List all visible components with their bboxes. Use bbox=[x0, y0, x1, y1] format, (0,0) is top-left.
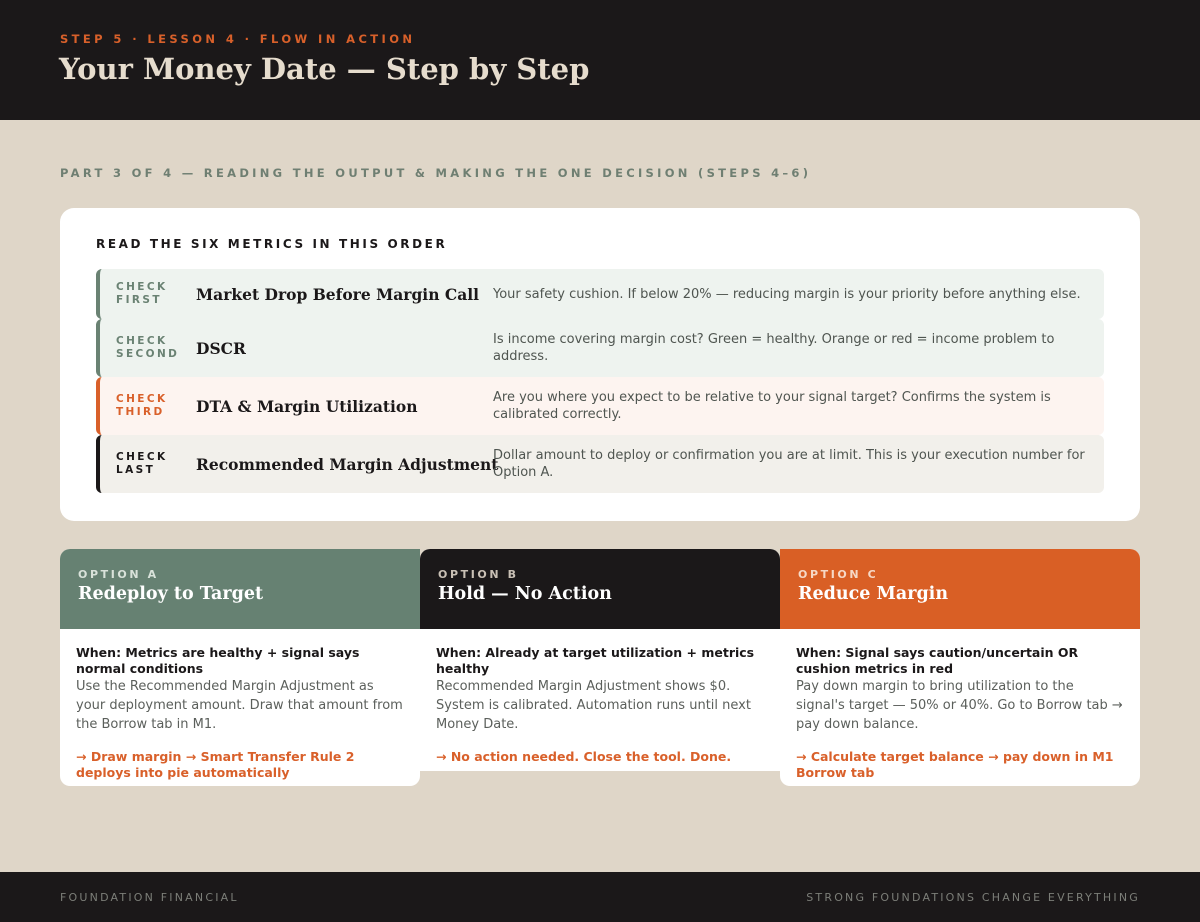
metrics-heading: READ THE SIX METRICS IN THIS ORDER bbox=[96, 237, 448, 251]
metric-order-line2: FIRST bbox=[116, 294, 162, 306]
page-header bbox=[0, 0, 1200, 120]
option-b-header bbox=[420, 549, 780, 629]
metric-row-market-drop bbox=[96, 269, 1104, 319]
metric-row-dta-utilization bbox=[96, 377, 1104, 435]
option-a-card bbox=[60, 549, 420, 786]
footer-tagline: STRONG FOUNDATIONS CHANGE EVERYTHING bbox=[806, 891, 1140, 904]
option-body bbox=[780, 629, 1140, 780]
metric-order-line2: LAST bbox=[116, 464, 156, 476]
metric-description: Your safety cushion. If below 20% — reducing margin is your priority before anything else. bbox=[493, 287, 1081, 302]
metric-order-line2: SECOND bbox=[116, 348, 180, 360]
metric-order-line2: THIRD bbox=[116, 406, 165, 418]
option-label: OPTION B bbox=[438, 568, 519, 581]
metric-order bbox=[116, 393, 168, 419]
option-when: When: Signal says caution/uncertain OR cushion metrics in red bbox=[796, 645, 1079, 676]
metric-order bbox=[116, 451, 168, 477]
footer-brand: FOUNDATION FINANCIAL bbox=[60, 891, 239, 904]
metric-description: Is income covering margin cost? Green = healthy. Orange or red = income problem to address. bbox=[493, 332, 1055, 364]
metric-order bbox=[116, 281, 168, 307]
option-body bbox=[420, 629, 780, 765]
option-body bbox=[60, 629, 420, 780]
metric-order-line1: CHECK bbox=[116, 281, 168, 293]
option-title: Redeploy to Target bbox=[78, 584, 264, 604]
option-label: OPTION C bbox=[798, 568, 879, 581]
option-label: OPTION A bbox=[78, 568, 159, 581]
option-action: → No action needed. Close the tool. Done. bbox=[436, 749, 732, 764]
option-when: When: Metrics are healthy + signal says normal conditions bbox=[76, 645, 360, 676]
metric-order-line1: CHECK bbox=[116, 393, 168, 405]
metric-name: DTA & Margin Utilization bbox=[196, 397, 418, 416]
metric-name: Recommended Margin Adjustment bbox=[196, 455, 499, 474]
metric-order bbox=[116, 335, 179, 361]
metric-row-margin-adjustment bbox=[96, 435, 1104, 493]
lesson-eyebrow: STEP 5 · LESSON 4 · FLOW IN ACTION bbox=[60, 32, 416, 46]
part-label: PART 3 OF 4 — READING THE OUTPUT & MAKING THE ONE DECISION (STEPS 4–6) bbox=[60, 166, 812, 180]
metric-order-line1: CHECK bbox=[116, 451, 168, 463]
option-action: → Calculate target balance → pay down in M1 Borrow tab bbox=[796, 749, 1114, 780]
option-c-card bbox=[780, 549, 1140, 786]
metric-order-line1: CHECK bbox=[116, 335, 168, 347]
page-footer bbox=[0, 872, 1200, 922]
option-title: Reduce Margin bbox=[798, 584, 949, 604]
metric-description: Are you where you expect to be relative to your signal target? Confirms the system is calibrated correctly. bbox=[493, 390, 1051, 422]
metric-name: Market Drop Before Margin Call bbox=[196, 285, 480, 304]
metric-description: Dollar amount to deploy or confirmation you are at limit. This is your execution number for Option A. bbox=[493, 448, 1085, 480]
metric-name: DSCR bbox=[196, 339, 246, 358]
option-action: → Draw margin → Smart Transfer Rule 2 deploys into pie automatically bbox=[76, 749, 355, 780]
option-a-header bbox=[60, 549, 420, 629]
option-detail: Use the Recommended Margin Adjustment as your deployment amount. Draw that amount from the Borrow tab in M1. bbox=[76, 679, 403, 732]
option-detail: Recommended Margin Adjustment shows $0. System is calibrated. Automation runs until next Money Date. bbox=[436, 679, 751, 732]
option-when: When: Already at target utilization + metrics healthy bbox=[436, 645, 755, 676]
metrics-card bbox=[60, 208, 1140, 521]
option-b-card bbox=[420, 549, 780, 771]
option-title: Hold — No Action bbox=[438, 584, 612, 604]
metric-row-dscr bbox=[96, 319, 1104, 377]
option-detail: Pay down margin to bring utilization to the signal's target — 50% or 40%. Go to Borrow tab → pay down balance. bbox=[796, 679, 1123, 732]
page-title: Your Money Date — Step by Step bbox=[59, 52, 590, 86]
option-c-header bbox=[780, 549, 1140, 629]
